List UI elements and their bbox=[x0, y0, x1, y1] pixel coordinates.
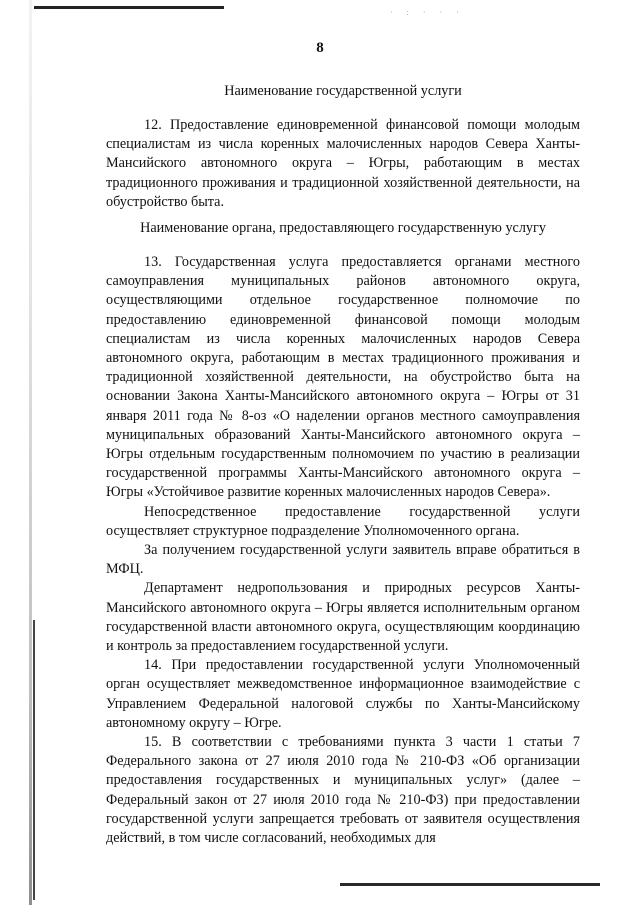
scan-left-edge-dark bbox=[33, 620, 35, 900]
page-number: 8 bbox=[316, 40, 324, 56]
paragraph-mfc: За получением государственной услуги заявитель вправе обратиться в МФЦ. bbox=[106, 542, 580, 578]
section-heading-body-name: Наименование органа, предоставляющего государственную услугу bbox=[140, 220, 546, 236]
paragraph-15-text: 15. В соответствии с требованиями пункта 3 части 1 статьи 7 Федерального закона от 27 июля 2010 года № 210-ФЗ «Об организации предоставления государственных и муниципальных услуг» (далее – Федеральный закон от 27 июля 2010 года № 210-ФЗ) при предоставлении государственной услуги запрещается требовать от заявителя осуществления действий, в том числе согласований, необходимых для bbox=[106, 734, 580, 847]
section-heading-service-name: Наименование государственной услуги bbox=[224, 83, 462, 99]
scan-top-mark bbox=[34, 6, 224, 9]
scan-left-edge bbox=[29, 0, 32, 905]
paragraph-13-text: 13. Государственная услуга предоставляется органами местного самоуправления муниципальных районов автономного округа, осуществляющими отдельное государственное полномочие по предоставлению единовременной финансовой помощи молодым специалистам из числа коренных малочисленных народов Севера автономного округа, работающим в местах традиционного проживания и традиционной хозяйственной деятельности, на обустройство быта на основании Закона Ханты-Мансийского автономного округа – Югры от 31 января 2011 года № 8-оз «О наделении органов местного самоуправления муниципальных образований Ханты-Мансийского автономного округа – Югры отдельным государственным полномочием по участию в реализации государственной программы Ханты-Мансийского автономного округа – Югры «Устойчивое развитие коренных малочисленных народов Севера». bbox=[106, 254, 580, 501]
paragraph-14-text: 14. При предоставлении государственной услуги Уполномоченный орган осуществляет межведомственное информационное взаимодействие с Управлением Федеральной налоговой службы по Ханты-Мансийскому автономному округу – Югре. bbox=[106, 657, 580, 731]
scan-specks: · : · · · bbox=[390, 8, 465, 17]
scan-bottom-mark bbox=[340, 883, 600, 886]
body-block bbox=[106, 253, 580, 848]
paragraph-12 bbox=[106, 116, 580, 212]
paragraph-direct-provision: Непосредственное предоставление государственной услуги осуществляет структурное подразделение Уполномоченного органа. bbox=[106, 503, 580, 539]
paragraph-department: Департамент недропользования и природных ресурсов Ханты-Мансийского автономного округа – Югры является исполнительным органом государственной власти автономного округа, осуществляющим координацию и контроль за предоставлением государственной услуги. bbox=[106, 580, 580, 655]
paragraph-12-text: 12. Предоставление единовременной финансовой помощи молодым специалистам из числа коренных малочисленных народов Севера Ханты-Мансийского автономного округа – Югры, работающим в местах традиционного проживания и традиционной хозяйственной деятельности, на обустройство быта. bbox=[106, 117, 580, 210]
